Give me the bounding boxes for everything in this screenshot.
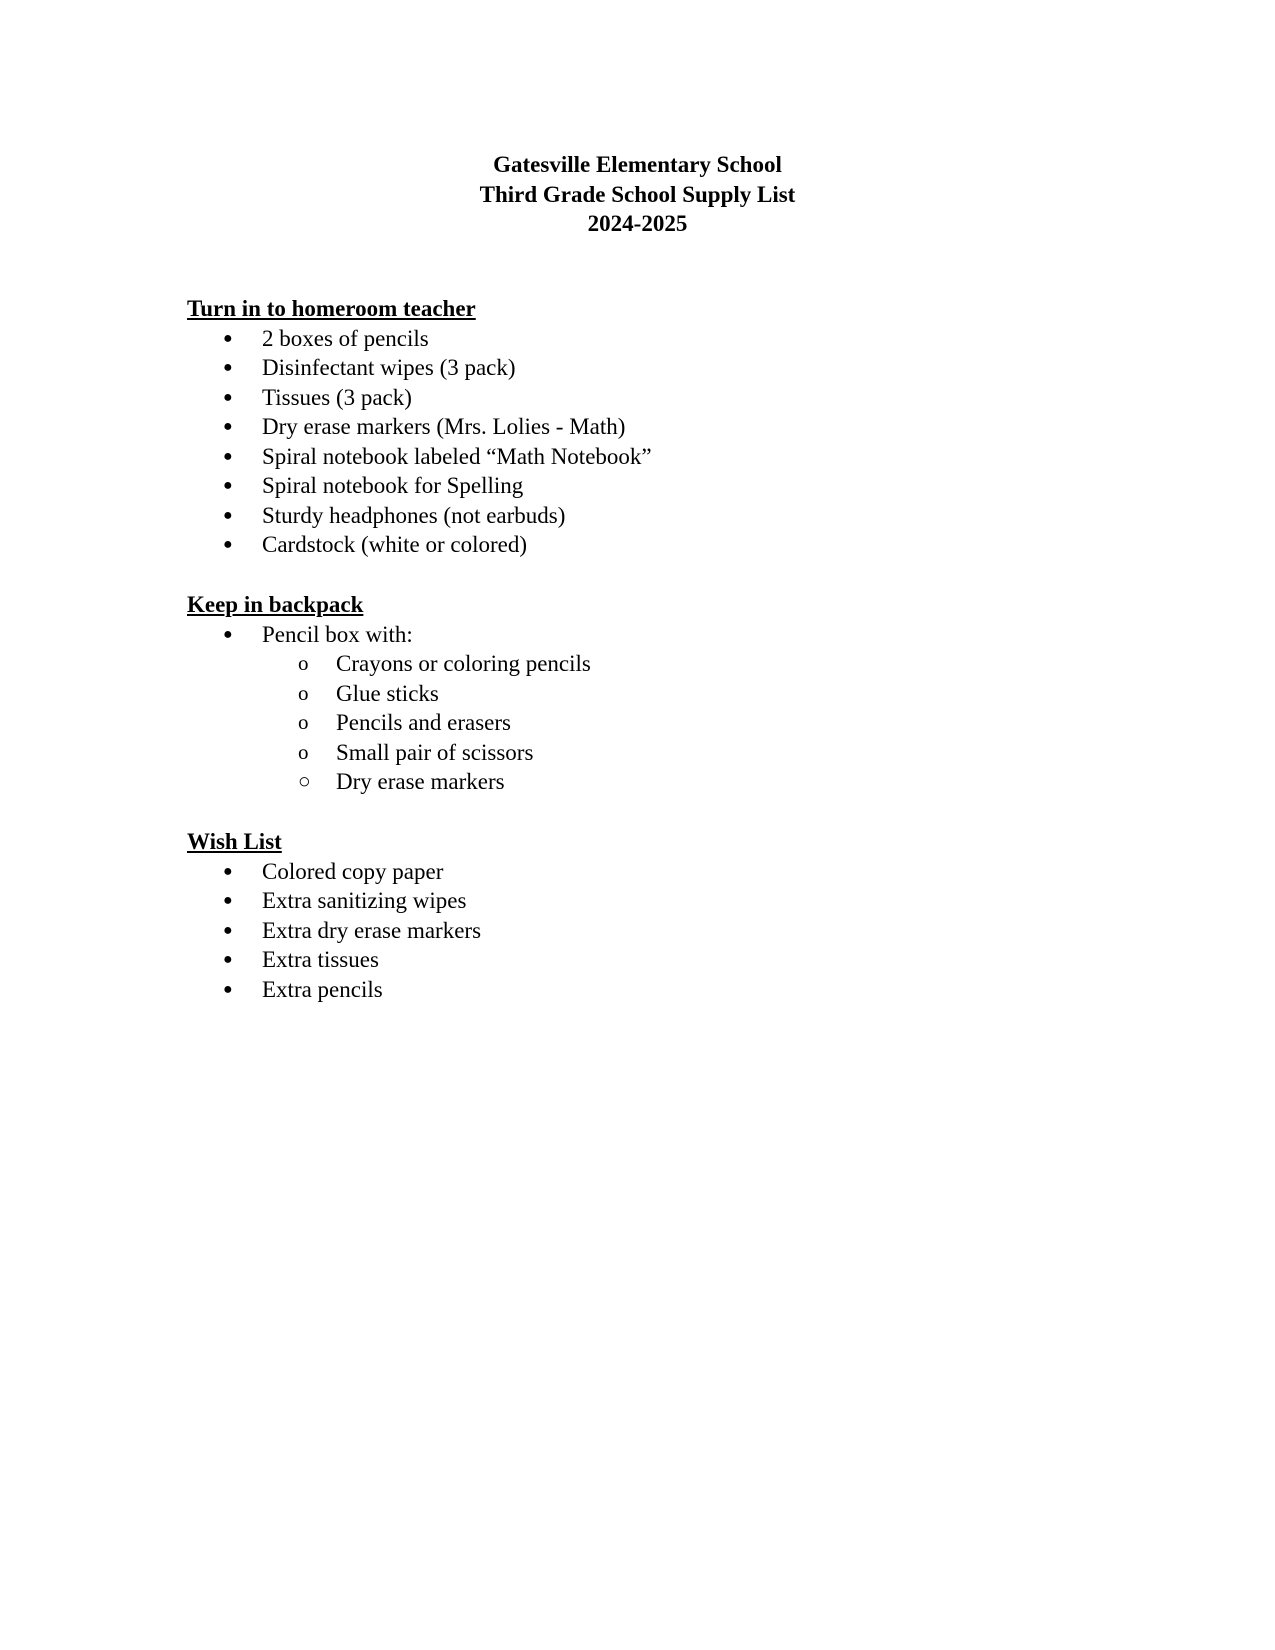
section-wish-list [187,827,1087,1004]
sub-list-item: o Glue sticks [187,679,1087,709]
sub-list-item: o Crayons or coloring pencils [187,649,1087,679]
school-year: 2024-2025 [587,211,688,236]
section-title: Turn in to homeroom teacher [187,296,476,321]
list-item: ● Extra sanitizing wipes [187,886,1087,916]
list-item: ● Sturdy headphones (not earbuds) [187,501,1087,531]
school-name: Gatesville Elementary School [493,152,782,177]
section-title: Keep in backpack [187,592,364,617]
sub-list-item: o Small pair of scissors [187,738,1087,768]
list-item: ● Extra dry erase markers [187,916,1087,946]
bullet-icon: ● [223,359,233,376]
list-item: ● Disinfectant wipes (3 pack) [187,353,1087,383]
sub-list-item: o Pencils and erasers [187,708,1087,738]
sub-bullet-icon: o [298,739,309,764]
supply-list [187,324,1087,560]
list-item: ● Extra pencils [187,975,1087,1005]
bullet-icon: ● [223,980,233,998]
supply-list [187,620,1087,797]
list-item: ● Extra tissues [187,945,1087,975]
section-backpack [187,590,1087,797]
bullet-icon: ● [223,536,233,553]
bullet-icon: ● [223,506,233,524]
list-item: ● Cardstock (white or colored) [187,530,1087,560]
sub-bullet-icon: o [298,651,309,675]
bullet-icon: ● [223,329,233,347]
sub-list [262,649,1087,797]
list-item: ● Pencil box with: o Crayons or coloring pencils o Glue sticks o Pencils and erasers o Small pair of scissors ○ Dry erase markers [187,620,1087,797]
sub-bullet-icon: o [298,680,309,705]
list-item: ● Dry erase markers (Mrs. Lolies - Math) [187,412,1087,442]
bullet-icon: ● [223,951,233,968]
sub-bullet-icon: o [298,710,309,734]
sub-bullet-icon: ○ [298,769,311,793]
list-item: ● 2 boxes of pencils [187,324,1087,354]
list-item: ● Spiral notebook for Spelling [187,471,1087,501]
sub-list-item: ○ Dry erase markers [187,767,1087,797]
list-item: ● Spiral notebook labeled “Math Notebook” [187,442,1087,472]
supply-list [187,857,1087,1005]
bullet-icon: ● [223,921,233,939]
section-title: Wish List [187,829,282,854]
list-item: ● Colored copy paper [187,857,1087,887]
bullet-icon: ● [223,477,233,494]
document-title: Third Grade School Supply List [479,181,796,207]
bullet-icon: ● [223,418,233,435]
list-item: ● Tissues (3 pack) [187,383,1087,413]
bullet-icon: ● [223,625,233,643]
bullet-icon: ● [223,862,233,880]
document-header [0,150,1275,239]
bullet-icon: ● [223,447,233,465]
bullet-icon: ● [223,388,233,406]
bullet-icon: ● [223,892,233,909]
section-homeroom [187,294,1087,560]
